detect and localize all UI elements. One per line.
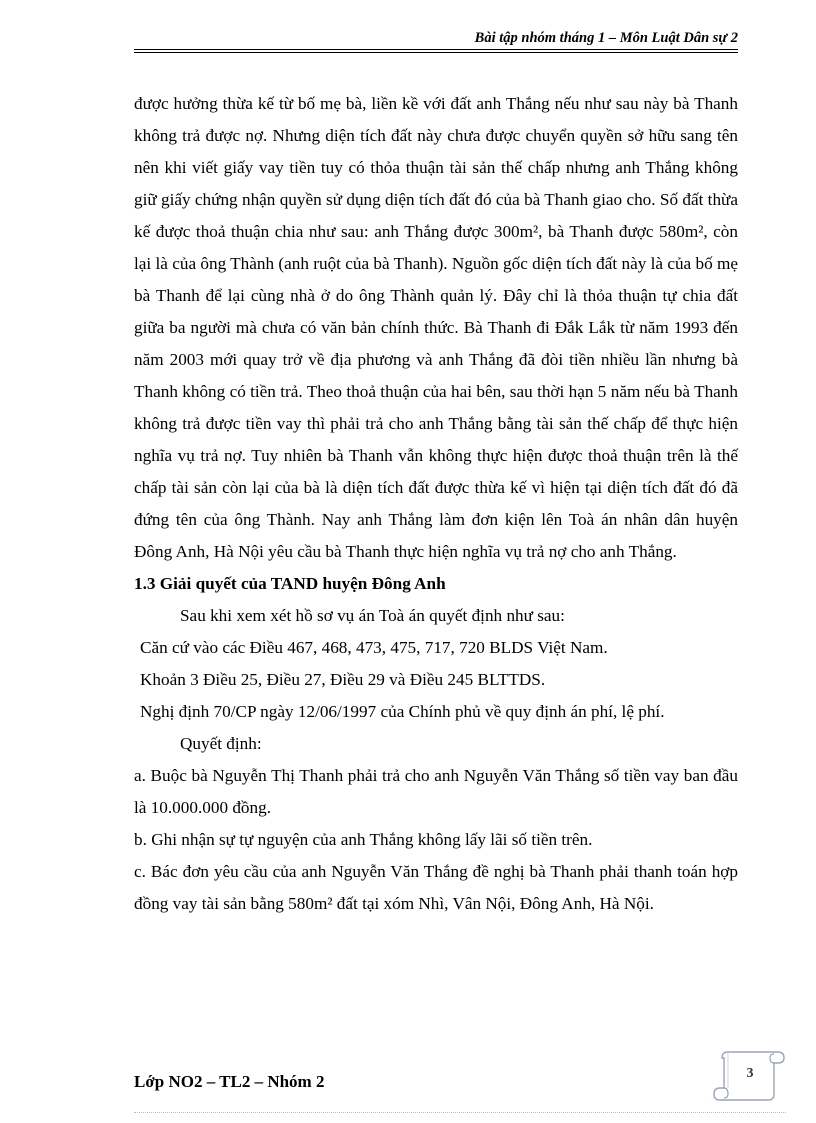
header-rule-double — [134, 52, 738, 53]
page-number: 3 — [746, 1066, 754, 1081]
document-body — [134, 88, 738, 920]
footer-divider — [134, 1112, 786, 1113]
header-rule — [134, 49, 738, 50]
legal-basis-item: Căn cứ vào các Điều 467, 468, 473, 475, 717, 720 BLDS Việt Nam. — [140, 638, 608, 657]
decision-label: Quyết định: — [180, 734, 262, 753]
legal-basis-item: Khoản 3 Điều 25, Điều 27, Điều 29 và Điều 245 BLTTDS. — [140, 670, 546, 689]
section-intro: Sau khi xem xét hồ sơ vụ án Toà án quyết định như sau: — [180, 606, 565, 625]
footer-class-label: Lớp NO2 – TL2 – Nhóm 2 — [134, 1072, 325, 1091]
section-heading: 1.3 Giải quyết của TAND huyện Đông Anh — [134, 574, 446, 593]
decision-item: b. Ghi nhận sự tự nguyện của anh Thắng không lấy lãi số tiền trên. — [134, 830, 593, 849]
decision-item: c. Bác đơn yêu cầu của anh Nguyễn Văn Thắng đề nghị bà Thanh phải thanh toán hợp đồng vay tài sản bằng 580m² đất tại xóm Nhì, Vân Nội, Đông Anh, Hà Nội. — [134, 862, 738, 913]
page-header — [134, 28, 738, 50]
decision-item: a. Buộc bà Nguyễn Thị Thanh phải trả cho anh Nguyễn Văn Thắng số tiền vay ban đầu là 10.000.000 đồng. — [134, 766, 738, 817]
header-title: Bài tập nhóm tháng 1 – Môn Luật Dân sự 2 — [474, 30, 738, 46]
legal-basis-item: Nghị định 70/CP ngày 12/06/1997 của Chính phủ về quy định án phí, lệ phí. — [140, 702, 665, 721]
body-paragraph: được hưởng thừa kế từ bố mẹ bà, liền kề với đất anh Thắng nếu như sau này bà Thanh không trả được nợ. Nhưng diện tích đất này chưa được chuyển quyền sở hữu sang tên nên khi viết giấy vay tiền tuy có thỏa thuận tài sản thế chấp nhưng anh Thắng không giữ giấy chứng nhận quyền sử dụng diện tích đất đó của bà Thanh giao cho. Số đất thừa kế được thoả thuận chia như sau: anh Thắng được 300m², bà Thanh được 580m², còn lại là của ông Thành (anh ruột của bà Thanh). Nguồn gốc diện tích đất này là của bố mẹ bà Thanh để lại cùng nhà ở do ông Thành quản lý. Đây chỉ là thỏa thuận tự chia đất giữa ba người mà chưa có văn bản chính thức. Bà Thanh đi Đắk Lắk từ năm 1993 đến năm 2003 mới quay trở về địa phương và anh Thắng đã đòi tiền nhiều lần nhưng bà Thanh không có tiền trả. Theo thoả thuận của hai bên, sau thời hạn 5 năm nếu bà Thanh không trả được tiền vay thì phải trả cho anh Thắng bằng tài sản thế chấp để thực hiện nghĩa vụ trả nợ. Tuy nhiên bà Thanh vẫn không thực hiện được thoả thuận trên là thế chấp tài sản còn lại của bà là diện tích đất được thừa kế vì hiện tại diện tích đất đó đã đứng tên của ông Thành. Nay anh Thắng làm đơn kiện lên Toà án nhân dân huyện Đông Anh, Hà Nội yêu cầu bà Thanh thực hiện nghĩa vụ trả nợ cho anh Thắng. — [134, 94, 738, 561]
